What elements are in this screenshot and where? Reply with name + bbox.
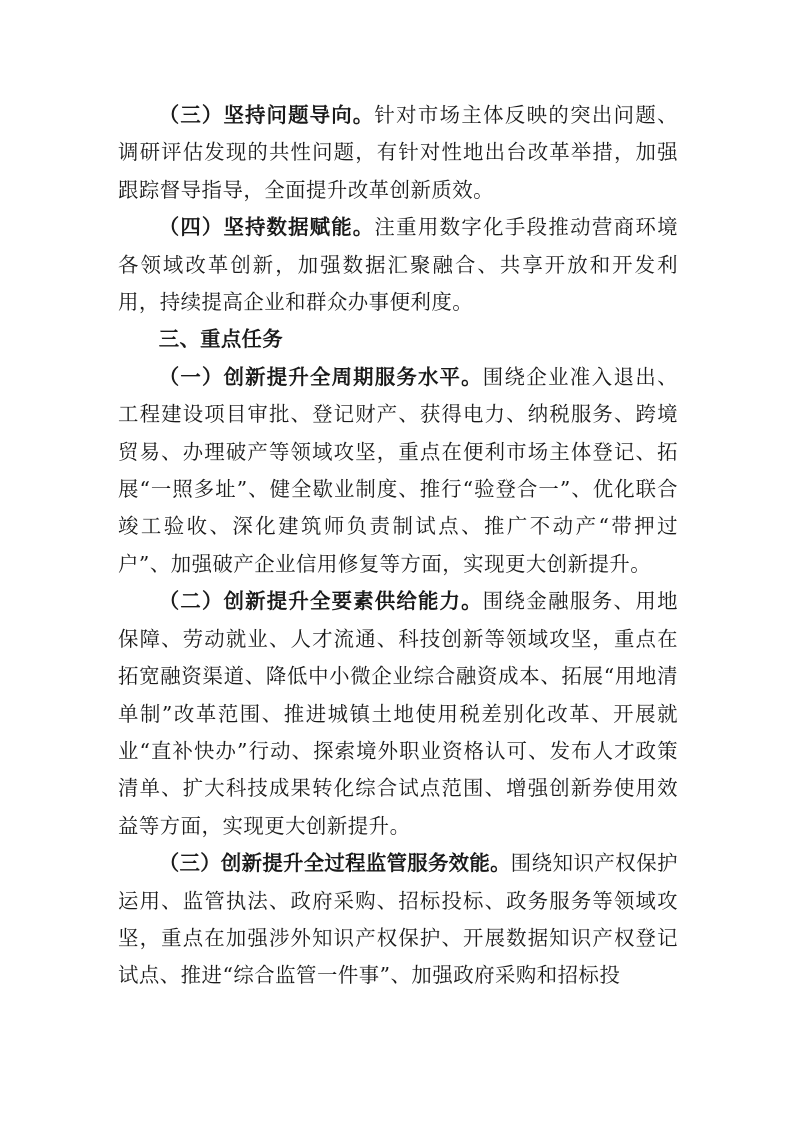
paragraph-text: 围绕企业准入退出、工程建设项目审批、登记财产、获得电力、纳税服务、跨境贸易、办理破产等领域攻坚，重点在便利市场主体登记、拓展“一照多址”、健全歇业制度、推行“验登合一”、优化联合竣工验收、深化建筑师负责制试点、推广不动产“带押过户”、加强破产企业信用修复等方面，实现更大创新提升。: [118, 364, 679, 576]
paragraph-lead: （三）坚持问题导向。: [158, 103, 375, 127]
paragraph-task-3: [118, 845, 678, 995]
paragraph-principle-3: [118, 97, 678, 209]
section-heading: 三、重点任务: [158, 327, 283, 352]
paragraph-lead: （三）创新提升全过程监管服务效能。: [158, 851, 511, 876]
paragraph-text: 注重用数字化手段推动营商环境各领域改革创新，加强数据汇聚融合、共享开放和开发利用，持续提高企业和群众办事便利度。: [118, 215, 679, 315]
paragraph-lead: （一）创新提升全周期服务水平。: [158, 364, 483, 389]
paragraph-principle-4: [118, 209, 678, 321]
paragraph-task-1: [118, 359, 678, 583]
paragraph-task-2: [118, 583, 678, 845]
paragraph-text: 针对市场主体反映的突出问题、调研评估发现的共性问题，有针对性地出台改革举措，加强跟踪督导指导，全面提升改革创新质效。: [118, 103, 679, 202]
paragraph-text: 围绕金融服务、用地保障、劳动就业、人才流通、科技创新等领域攻坚，重点在拓宽融资渠道、降低中小微企业综合融资成本、拓展“用地清单制”改革范围、推进城镇土地使用税差别化改革、开展就业“直补快办”行动、探索境外职业资格认可、发布人才政策清单、扩大科技成果转化综合试点范围、增强创新券使用效益等方面，实现更大创新提升。: [118, 589, 679, 838]
paragraph-text: 围绕知识产权保护运用、监管执法、政府采购、招标投标、政务服务等领域攻坚，重点在加强涉外知识产权保护、开展数据知识产权登记试点、推进“综合监管一件事”、加强政府采购和招标投: [118, 851, 679, 988]
paragraph-lead: （四）坚持数据赋能。: [158, 215, 375, 240]
paragraph-lead: （二）创新提升全要素供给能力。: [158, 589, 483, 614]
document-body: [118, 97, 678, 995]
